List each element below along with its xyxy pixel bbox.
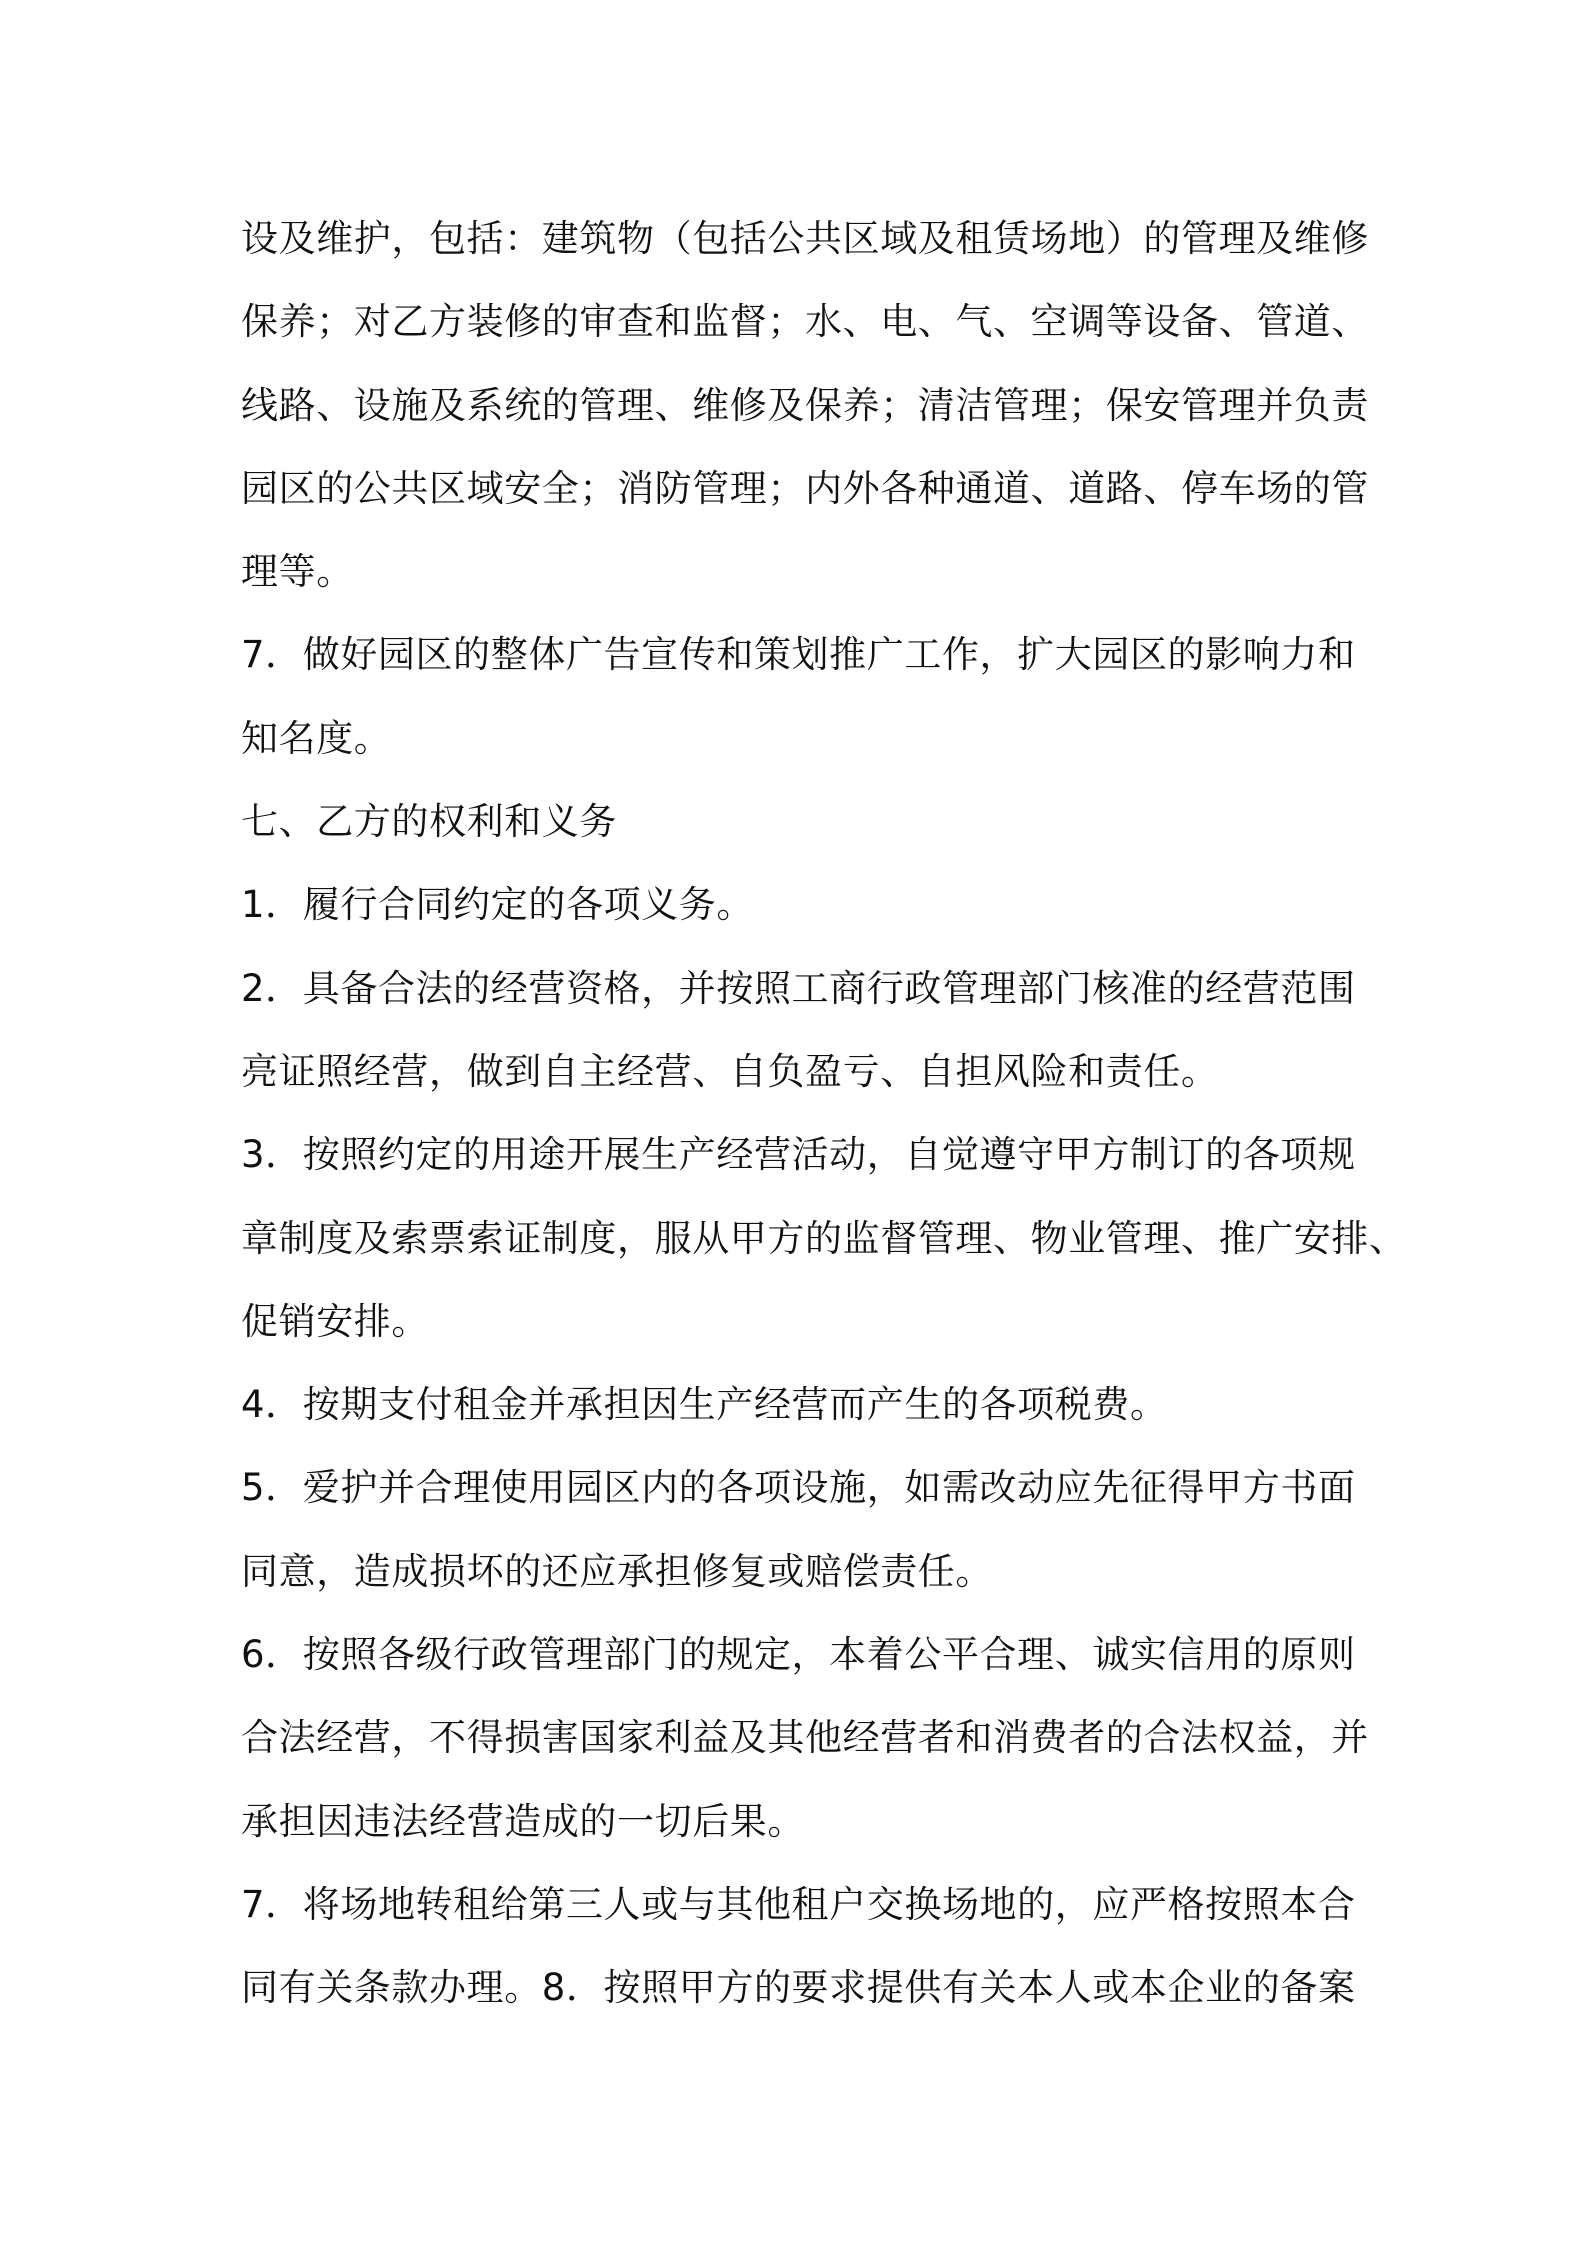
heading-line: 七、乙方的权利和义务 bbox=[241, 800, 617, 844]
text-line: 知名度。 bbox=[241, 716, 392, 760]
text-line: 章制度及索票索证制度，服从甲方的监督管理、物业管理、推广安排、 bbox=[241, 1216, 1407, 1260]
text-line: 同意，造成损坏的还应承担修复或赔偿责任。 bbox=[241, 1549, 993, 1593]
text-line: 园区的公共区域安全；消防管理；内外各种通道、道路、停车场的管 bbox=[241, 466, 1369, 510]
clause-7 bbox=[241, 1863, 1361, 2030]
text-line: 5．爱护并合理使用园区内的各项设施，如需改动应先征得甲方书面 bbox=[241, 1466, 1356, 1510]
text-line: 7．将场地转租给第三人或与其他租户交换场地的，应严格按照本合 bbox=[241, 1882, 1356, 1926]
clause-3 bbox=[241, 1113, 1407, 1363]
text-line: 3．按照约定的用途开展生产经营活动，自觉遵守甲方制订的各项规 bbox=[241, 1133, 1356, 1177]
clause-4 bbox=[241, 1363, 1361, 1446]
clause-1 bbox=[241, 863, 1361, 946]
text-line: 亮证照经营，做到自主经营、自负盈亏、自担风险和责任。 bbox=[241, 1049, 1219, 1093]
text-line: 1．履行合同约定的各项义务。 bbox=[241, 883, 754, 927]
paragraph-item-7-promotion bbox=[241, 613, 1361, 780]
clause-5 bbox=[241, 1446, 1361, 1613]
text-line: 6．按照各级行政管理部门的规定，本着公平合理、诚实信用的原则 bbox=[241, 1633, 1356, 1677]
text-line: 4．按期支付租金并承担因生产经营而产生的各项税费。 bbox=[241, 1383, 1168, 1427]
contract-text bbox=[241, 197, 1407, 2030]
text-line: 合法经营，不得损害国家利益及其他经营者和消费者的合法权益，并 bbox=[241, 1716, 1369, 1760]
text-line: 同有关条款办理。8．按照甲方的要求提供有关本人或本企业的备案 bbox=[241, 1966, 1356, 2010]
text-line: 承担因违法经营造成的一切后果。 bbox=[241, 1799, 805, 1843]
text-line: 2．具备合法的经营资格，并按照工商行政管理部门核准的经营范围 bbox=[241, 966, 1356, 1010]
text-line: 线路、设施及系统的管理、维修及保养；清洁管理；保安管理并负责 bbox=[241, 383, 1369, 427]
text-line: 理等。 bbox=[241, 550, 354, 594]
paragraph-section-6-continued bbox=[241, 197, 1369, 613]
text-line: 促销安排。 bbox=[241, 1299, 429, 1343]
clause-6 bbox=[241, 1613, 1369, 1863]
text-line: 7．做好园区的整体广告宣传和策划推广工作，扩大园区的影响力和 bbox=[241, 633, 1356, 677]
section-heading-7 bbox=[241, 780, 1361, 863]
text-line: 设及维护，包括：建筑物（包括公共区域及租赁场地）的管理及维修 bbox=[241, 217, 1369, 260]
clause-2 bbox=[241, 947, 1361, 1114]
text-line: 保养；对乙方装修的审查和监督；水、电、气、空调等设备、管道、 bbox=[241, 300, 1369, 344]
